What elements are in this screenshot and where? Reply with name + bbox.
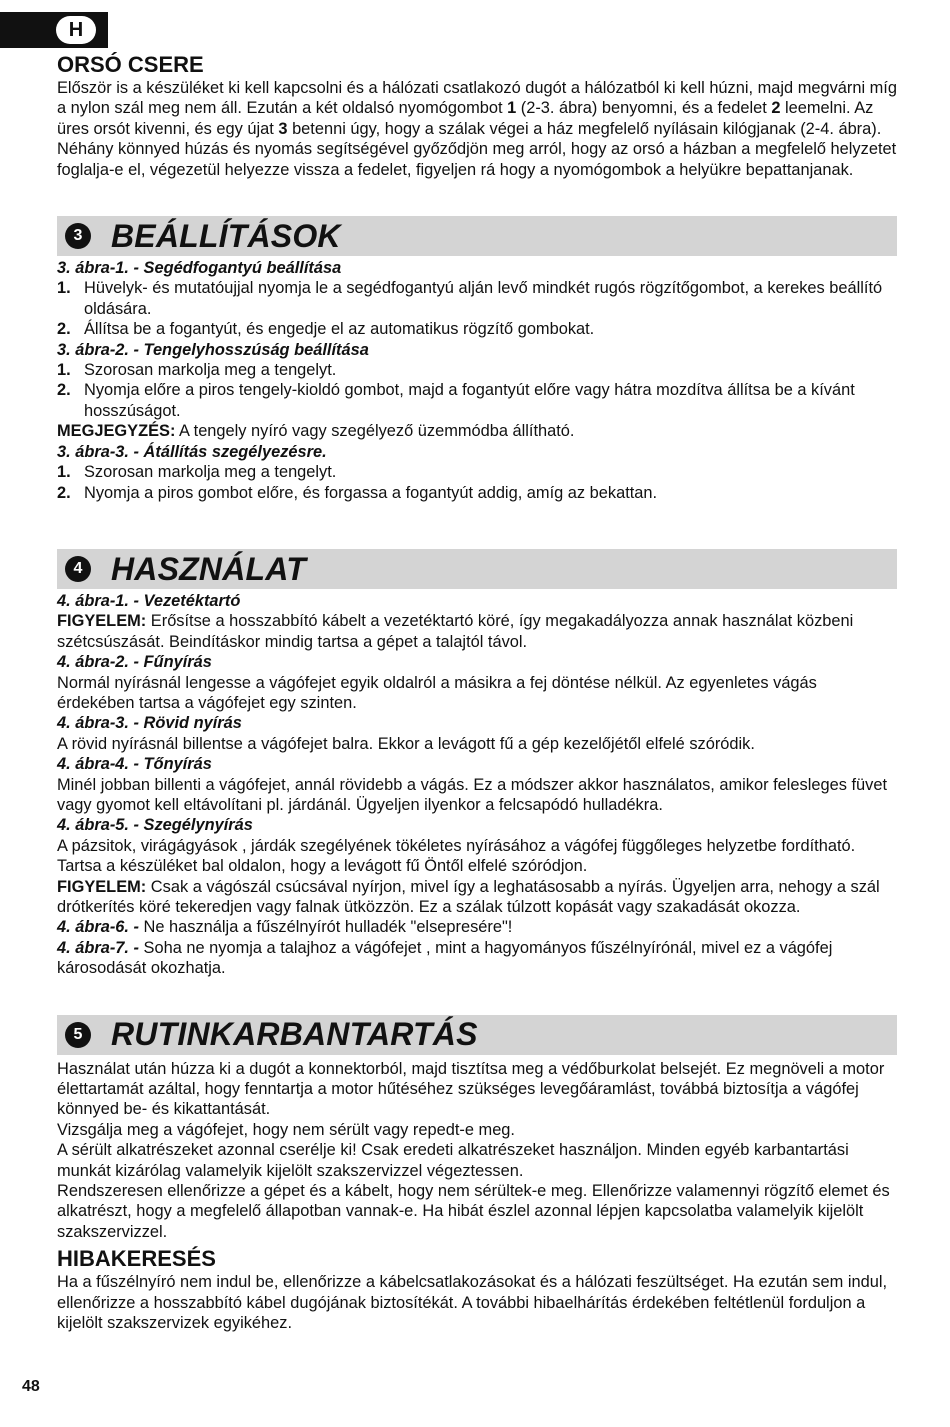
paragraph: Vizsgálja meg a vágófejet, hogy nem sérült vagy repedt-e meg. bbox=[57, 1120, 515, 1139]
list-item: 2. Nyomja előre a piros tengely-kioldó gombot, majd a fogantyút előre vagy hátra mozdítva állítsa be a kívánt hosszúságot. bbox=[57, 381, 855, 420]
warning-paragraph: FIGYELEM: Csak a vágószál csúcsával nyírjon, mivel így a leghatásosabb a nyírás. Ügyeljen arra, nehogy a szál drótkerítés köré tekeredjen vagy falnak ütközzön. Ez a szálak túlzott kopását vagy szakadását okozza. bbox=[57, 877, 880, 916]
paragraph: Minél jobban billenti a vágófejet, annál rövidebb a vágás. Ez a módszer akkor használatos, amikor felesleges füvet vagy gyomot kell eltávolítani pl. járdánál. Ügyeljen ilyenkor a felcsapódó hulladékra. bbox=[57, 775, 888, 814]
figure-caption: 4. ábra-1. - Vezetéktartó bbox=[57, 591, 241, 610]
section-number-badge: 5 bbox=[65, 1022, 91, 1048]
paragraph: Használat után húzza ki a dugót a konnektorból, majd tisztítsa meg a védőburkolat belsejét. Ez megnöveli a motor élettartamát azáltal, hogy fenntartja a motor hűtéséhez szükséges levegőáramlást, továbbá biztosítja a vágófej könnyed be- és kikattantását. bbox=[57, 1059, 885, 1119]
paragraph: Rendszeresen ellenőrizze a gépet és a kábelt, hogy nem sérültek-e meg. Ellenőrizze valamennyi rögzítő elemet és alkatrészt, hogy a megfelelő állapotban vannak-e. Ha hibát észlel azonnal lépjen kapcsolatba valamelyik kijelölt szakszervizzel. bbox=[57, 1182, 890, 1241]
figure-caption: 4. ábra-5. - Szegélynyírás bbox=[57, 816, 253, 835]
paragraph: A sérült alkatrészeket azonnal cserélje ki! Csak eredeti alkatrészeket használjon. Minden egyéb karbantartási munkát kizárólag valamelyik kijelölt szakszervizzel végeztessen. bbox=[57, 1141, 849, 1180]
paragraph: Normál nyírásnál lengesse a vágófejet egyik oldalról a másikra a fej döntése nélkül. Az egyenletes vágás érdekében tartsa a vágófejet egy szinten. bbox=[57, 673, 817, 712]
paragraph: A rövid nyírásnál billentse a vágófejet balra. Ekkor a levágott fű a gép kezelőjétől elfelé szóródik. bbox=[57, 734, 755, 753]
section-number-badge: 3 bbox=[65, 223, 91, 249]
list-item: 1. Szorosan markolja meg a tengelyt. bbox=[57, 361, 337, 380]
section-maintenance-body bbox=[57, 1059, 897, 1243]
list-item: 2. Állítsa be a fogantyút, és engedje el az automatikus rögzítő gombokat. bbox=[57, 320, 595, 339]
troubleshooting-title: HIBAKERESÉS bbox=[57, 1246, 216, 1272]
section-title: HASZNÁLAT bbox=[111, 550, 306, 587]
figure-caption: 4. ábra-3. - Rövid nyírás bbox=[57, 714, 242, 733]
section-usage-header bbox=[57, 549, 897, 589]
figure-caption: 3. ábra-1. - Segédfogantyú beállítása bbox=[57, 259, 342, 278]
figure-caption: 4. ábra-4. - Tőnyírás bbox=[57, 755, 212, 774]
page-number: 48 bbox=[22, 1378, 40, 1395]
spool-change-title: ORSÓ CSERE bbox=[57, 52, 204, 77]
paragraph: 4. ábra-7. - Soha ne nyomja a talajhoz a vágófejet , mint a hagyományos fűszélnyírónál, mivel ez a vágófej károsodását okozhatja. bbox=[57, 938, 833, 978]
list-item: 1. Szorosan markolja meg a tengelyt. bbox=[57, 463, 337, 482]
paragraph: A pázsitok, virágágyások , járdák szegélyének tökéletes nyírásához a vágófej függőleges helyzetbe fordítható. Tartsa a készüléket bal oldalon, hogy a levágott fű Öntől elfelé szóródjon. bbox=[57, 836, 856, 876]
page-content bbox=[57, 52, 897, 1334]
section-number-badge: 4 bbox=[65, 556, 91, 582]
paragraph: 4. ábra-6. - Ne használja a fűszélnyírót hulladék "elsepresére"! bbox=[57, 918, 513, 937]
note-paragraph: MEGJEGYZÉS: A tengely nyíró vagy szegélyező üzemmódba állítható. bbox=[57, 422, 575, 441]
figure-caption: 3. ábra-2. - Tengelyhosszúság beállítása bbox=[57, 340, 369, 359]
list-item: 2. Nyomja a piros gombot előre, és forgassa a fogantyút addig, amíg az bekattan. bbox=[57, 483, 658, 502]
section-settings-body bbox=[57, 258, 897, 503]
section-settings-header bbox=[57, 216, 897, 256]
figure-caption: 3. ábra-3. - Átállítás szegélyezésre. bbox=[57, 442, 327, 461]
figure-caption: 4. ábra-2. - Fűnyírás bbox=[57, 653, 212, 672]
section-title: BEÁLLÍTÁSOK bbox=[111, 217, 341, 254]
language-badge: H bbox=[56, 16, 96, 44]
troubleshooting-text: Ha a fűszélnyíró nem indul be, ellenőrizze a kábelcsatlakozásokat és a hálózati feszültséget. Ha ezután sem indul, ellenőrizze a hosszabbító kábel dugójának biztosítékát. A további hibaelhárítás érdekében feltétlenül forduljon a kijelölt szakszervizek egyikéhez. bbox=[57, 1273, 888, 1333]
spool-change-text: Először is a készüléket ki kell kapcsolni és a hálózati csatlakozó dugót a hálózatból ki kell húzni, majd megvárni míg a nylon szál meg nem áll. Ezután a két oldalsó nyomógombot 1 (2-3. ábra) benyomni, és a fedelet 2 leemelni. Az üres orsót kivenni, és egy újat 3 betenni úgy, hogy a szálak végei a ház megfelelő nyílásain kilógjanak (2-4. ábra). Néhány könnyed húzás és nyomás segítségével győződjön meg arról, hogy az orsó a házban a megfelelő helyzetet foglalja-e el, végezetül helyezze vissza a fedelet, figyeljen rá hogy a nyomógombok a helyükre bepattanjanak. bbox=[57, 79, 897, 179]
list-item: 1. Hüvelyk- és mutatóujjal nyomja le a segédfogantyú alján levő mindkét rugós rögzítőgombot, a kerekes beállító oldására. bbox=[57, 279, 883, 318]
section-title: RUTINKARBANTARTÁS bbox=[111, 1016, 478, 1053]
warning-paragraph: FIGYELEM: Erősítse a hosszabbító kábelt a vezetéktartó köré, így megakadályozza annak használat közbeni szétcsúszását. Beindításkor mindig tartsa a gépet a talajtól távol. bbox=[57, 612, 854, 651]
section-usage-body bbox=[57, 591, 897, 979]
section-maintenance-header bbox=[57, 1015, 897, 1055]
